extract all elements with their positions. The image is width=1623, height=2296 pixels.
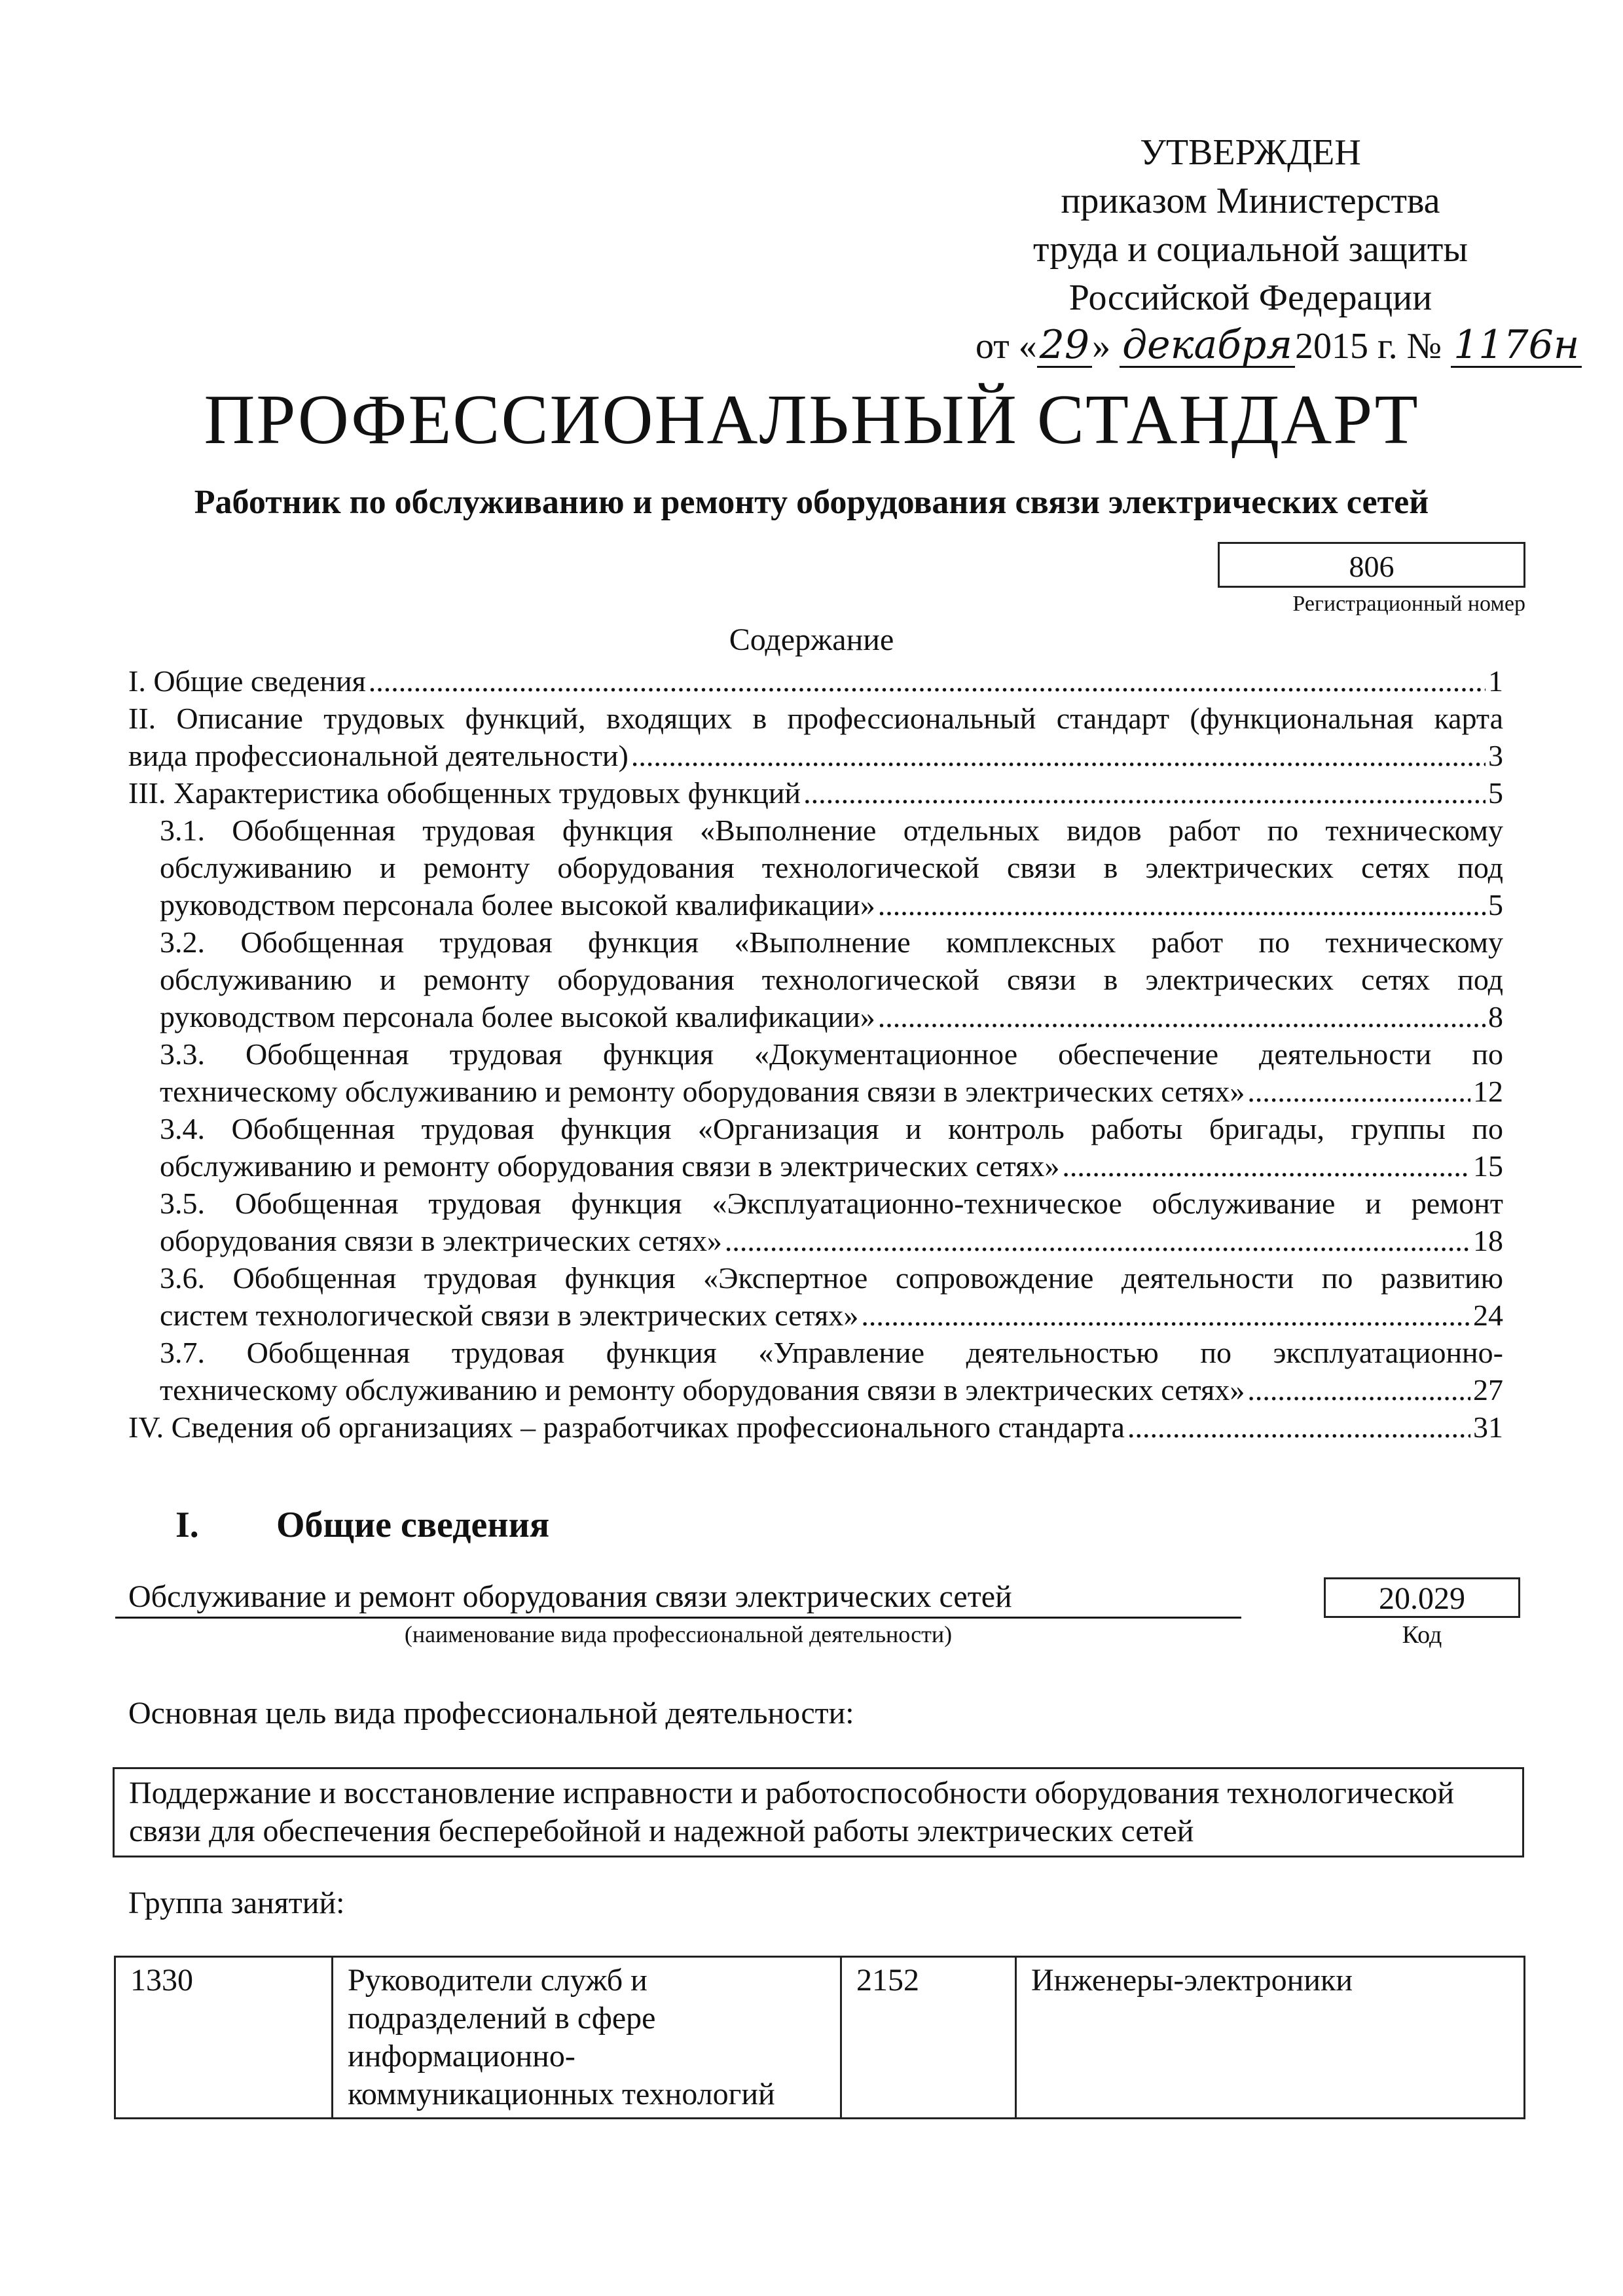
- toc-entry: [128, 774, 1503, 812]
- toc-page-number: 3: [1488, 739, 1503, 772]
- approval-line-2: труда и социальной защиты: [1033, 229, 1468, 270]
- toc-dot-leader: [725, 1222, 1470, 1259]
- approval-title: УТВЕРЖДЕН: [1140, 132, 1361, 173]
- toc-entry-line: обслуживанию и ремонту оборудования технологической связи в электрических сетях под: [160, 851, 1503, 884]
- occupation-code-cell: 1330: [115, 1957, 333, 2119]
- toc-entry-line: II. Описание трудовых функций, входящих в профессиональный стандарт (функциональная карта: [128, 702, 1503, 735]
- toc-page-number: 18: [1473, 1224, 1503, 1257]
- toc-dot-leader: [803, 774, 1486, 812]
- date-year: 2015 г. №: [1295, 326, 1442, 367]
- toc-entry: [128, 1110, 1503, 1185]
- toc-entry-line: 3.3. Обобщенная трудовая функция «Документационное обеспечение деятельности по: [160, 1037, 1503, 1071]
- toc-entry-text: III. Характеристика обобщенных трудовых функций: [128, 776, 801, 810]
- toc-dot-leader: [878, 886, 1486, 924]
- occupation-name-cell: Руководители служб и подразделений в сфере информационно-коммуникационных технологий: [333, 1957, 841, 2119]
- document-title: ПРОФЕССИОНАЛЬНЫЙ СТАНДАРТ: [204, 381, 1419, 459]
- handwritten-month: декабря: [1120, 324, 1295, 368]
- toc-entry-text: оборудования связи в электрических сетях»: [160, 1224, 722, 1257]
- toc-entry-line: 3.6. Обобщенная трудовая функция «Экспертное сопровождение деятельности по развитию: [160, 1261, 1503, 1295]
- activity-code-box: 20.029: [1324, 1577, 1520, 1618]
- date-mid: »: [1092, 326, 1111, 367]
- toc-page-number: 24: [1473, 1299, 1503, 1332]
- activity-name: Обслуживание и ремонт оборудования связи электрических сетей: [115, 1577, 1241, 1619]
- toc-entry-text: систем технологической связи в электрических сетях»: [160, 1299, 859, 1332]
- toc-dot-leader: [1247, 1371, 1470, 1408]
- toc-entry: [128, 924, 1503, 1035]
- toc-entry-text: I. Общие сведения: [128, 664, 366, 698]
- goal-text-box: Поддержание и восстановление исправности и работоспособности оборудования технологической связи для обеспечения бесперебойной и надежной работы электрических сетей: [113, 1767, 1524, 1857]
- toc-entry-line: 3.2. Обобщенная трудовая функция «Выполнение комплексных работ по техническому: [160, 925, 1503, 959]
- toc-page-number: 1: [1488, 664, 1503, 698]
- toc-entry-line: 3.5. Обобщенная трудовая функция «Эксплуатационно-техническое обслуживание и ремонт: [160, 1187, 1503, 1220]
- toc-entry-text: руководством персонала более высокой квалификации»: [160, 1000, 875, 1033]
- goal-label: Основная цель вида профессиональной деятельности:: [128, 1696, 854, 1731]
- toc-entry-text: IV. Сведения об организациях – разработчиках профессионального стандарта: [128, 1410, 1125, 1444]
- toc-page-number: 15: [1473, 1149, 1503, 1183]
- section-number: I.: [175, 1505, 199, 1545]
- toc-entry-last-line: [160, 1222, 1503, 1259]
- toc-entry-line: 3.7. Обобщенная трудовая функция «Управление деятельностью по эксплуатационно-: [160, 1336, 1503, 1369]
- toc-entry-last-line: [128, 737, 1503, 774]
- toc-page-number: 12: [1473, 1075, 1503, 1108]
- toc-entry-last-line: [160, 886, 1503, 924]
- toc-entry-last-line: [128, 1408, 1503, 1446]
- toc-entry-text: техническому обслуживанию и ремонту оборудования связи в электрических сетях»: [160, 1373, 1245, 1407]
- toc-dot-leader: [1127, 1408, 1470, 1446]
- document-subtitle: Работник по обслуживанию и ремонту оборудования связи электрических сетей: [194, 484, 1429, 521]
- approval-line-3: Российской Федерации: [1068, 278, 1432, 318]
- toc-heading: Содержание: [729, 622, 894, 657]
- toc-dot-leader: [369, 662, 1486, 700]
- toc-entry: [128, 812, 1503, 924]
- toc-entry-text: техническому обслуживанию и ремонту оборудования связи в электрических сетях»: [160, 1075, 1245, 1108]
- toc-dot-leader: [1062, 1147, 1470, 1185]
- approval-line-1: приказом Министерства: [1061, 181, 1440, 221]
- approval-date-line: [956, 322, 1580, 370]
- toc-entry-line: 3.1. Обобщенная трудовая функция «Выполнение отдельных видов работ по техническому: [160, 814, 1503, 847]
- toc-entry-text: руководством персонала более высокой квалификации»: [160, 888, 875, 922]
- registration-number-box: 806: [1218, 542, 1525, 588]
- table-row: [115, 1957, 1525, 2119]
- toc-entry-last-line: [160, 1147, 1503, 1185]
- toc-entry-last-line: [128, 662, 1503, 700]
- date-prefix: от «: [976, 326, 1037, 367]
- activity-code-label: Код: [1402, 1621, 1442, 1649]
- toc-entry: [128, 1408, 1503, 1446]
- section-title: Общие сведения: [276, 1505, 550, 1545]
- handwritten-order-number: 1176н: [1451, 324, 1582, 368]
- toc-entry-line: обслуживанию и ремонту оборудования технологической связи в электрических сетях под: [160, 963, 1503, 996]
- toc-page-number: 5: [1488, 776, 1503, 810]
- handwritten-day: 29: [1037, 324, 1092, 368]
- toc-dot-leader: [861, 1297, 1470, 1334]
- toc-entry-last-line: [160, 998, 1503, 1035]
- toc-dot-leader: [1247, 1073, 1470, 1110]
- toc-page-number: 5: [1488, 888, 1503, 922]
- toc-entry-text: вида профессиональной деятельности): [128, 739, 629, 772]
- toc-entry-last-line: [160, 1297, 1503, 1334]
- approval-block: [956, 128, 1580, 370]
- toc-entry: [128, 1185, 1503, 1259]
- toc-entry-text: обслуживанию и ремонту оборудования связи в электрических сетях»: [160, 1149, 1060, 1183]
- toc-entry: [128, 700, 1503, 774]
- occupation-name-cell: Инженеры-электроники: [1016, 1957, 1525, 2119]
- toc-entry: [128, 1035, 1503, 1110]
- toc-page-number: 31: [1473, 1410, 1503, 1444]
- occupation-group-table: [114, 1956, 1525, 2119]
- occupation-code-cell: 2152: [841, 1957, 1016, 2119]
- toc-entry-last-line: [128, 774, 1503, 812]
- toc-entry: [128, 1334, 1503, 1408]
- toc-page-number: 27: [1473, 1373, 1503, 1407]
- toc-entry: [128, 662, 1503, 700]
- occupation-group-label: Группа занятий:: [128, 1886, 345, 1920]
- toc-entry-last-line: [160, 1073, 1503, 1110]
- toc-entry-last-line: [160, 1371, 1503, 1408]
- toc-page-number: 8: [1488, 1000, 1503, 1033]
- toc-entry-line: 3.4. Обобщенная трудовая функция «Организация и контроль работы бригады, группы по: [160, 1112, 1503, 1145]
- toc-dot-leader: [631, 737, 1486, 774]
- activity-caption: (наименование вида профессиональной деятельности): [404, 1621, 953, 1647]
- table-of-contents: [128, 662, 1503, 1446]
- toc-entry: [128, 1259, 1503, 1334]
- toc-dot-leader: [878, 998, 1486, 1035]
- registration-number-label: Регистрационный номер: [1292, 592, 1525, 616]
